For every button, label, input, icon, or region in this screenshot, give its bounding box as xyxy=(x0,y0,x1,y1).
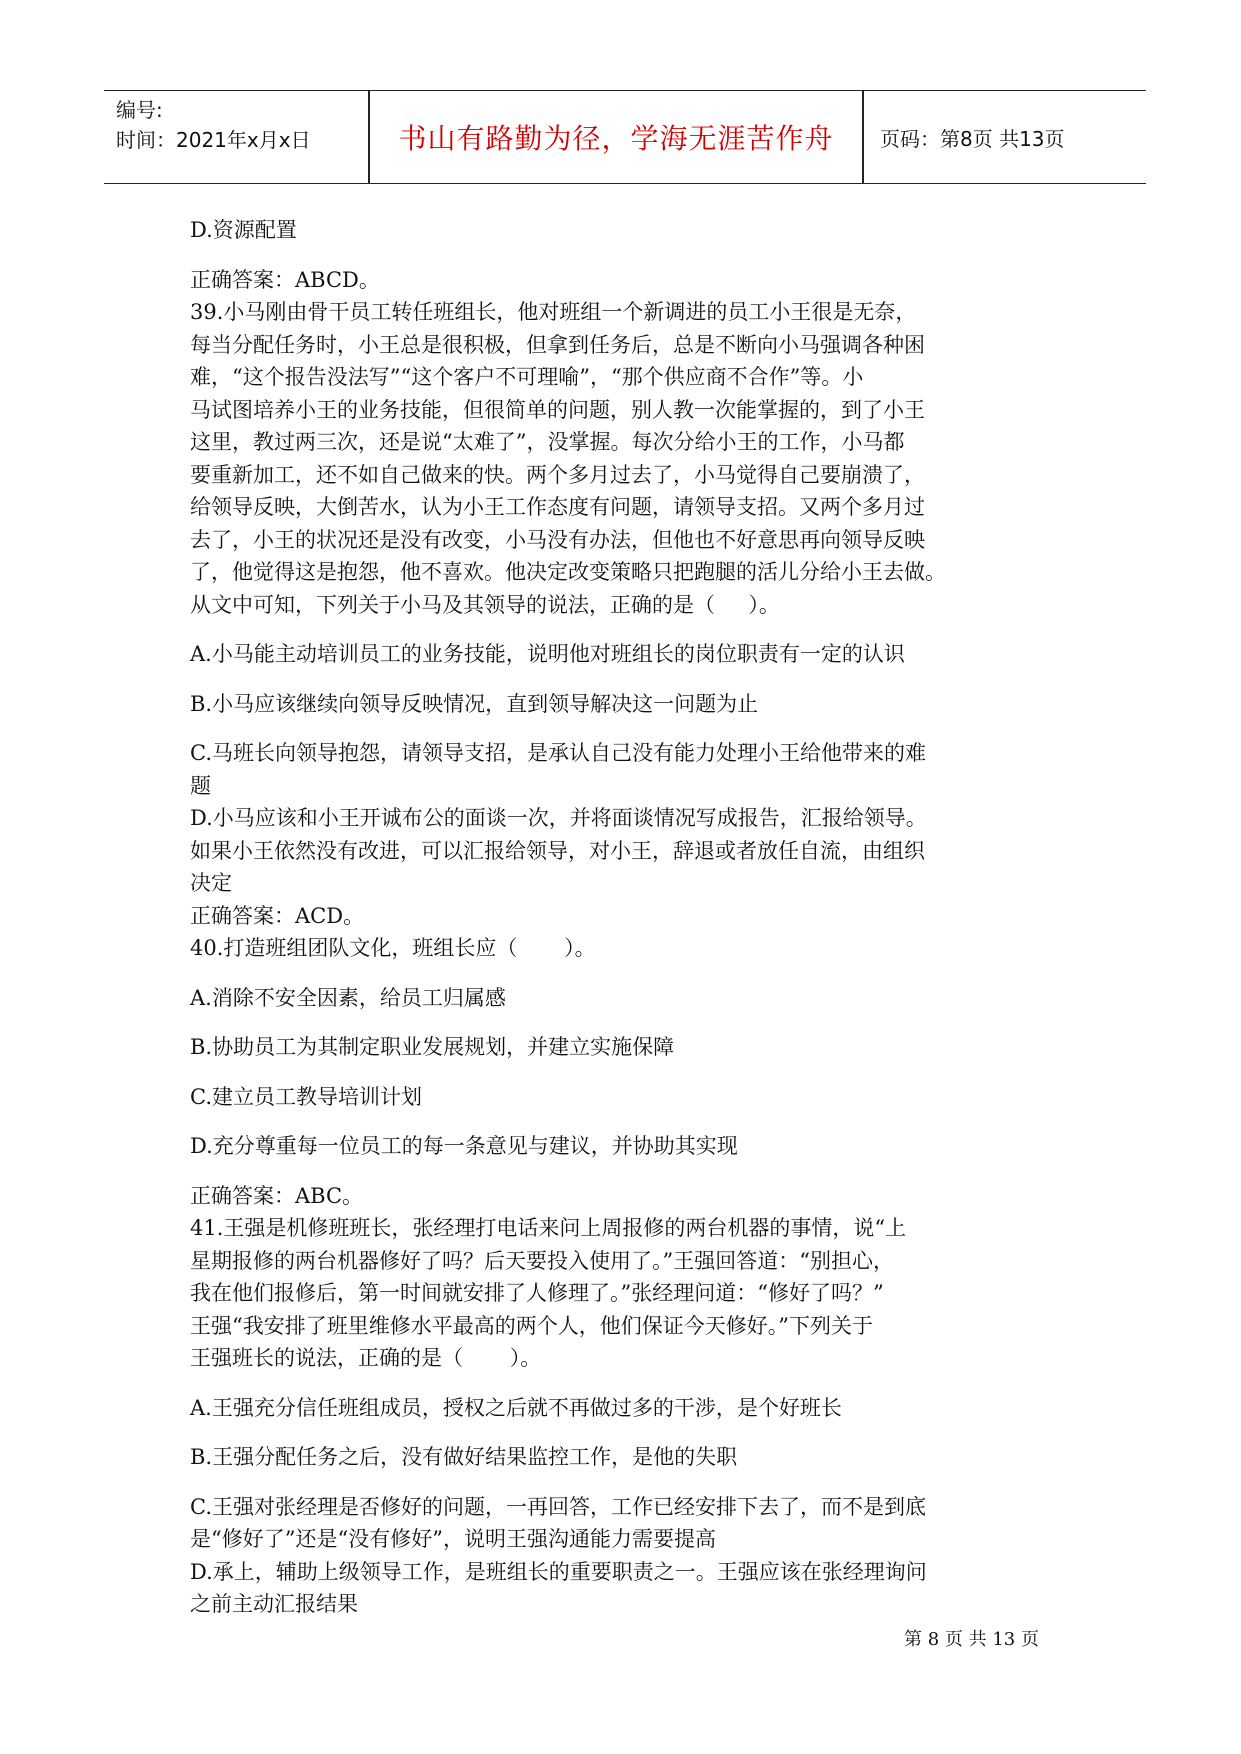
text-line: 难，“这个报告没法写”“这个客户不可理喻”，“那个供应商不合作”等。小 xyxy=(190,365,864,389)
text-line: 了，他觉得这是抱怨，他不喜欢。他决定改变策略只把跑腿的活儿分给小王去做。 xyxy=(190,560,946,584)
text-line: A.消除不安全因素，给员工归属感 xyxy=(190,985,506,1010)
text-line: D.小马应该和小王开诚布公的面谈一次，并将面谈情况写成报告，汇报给领导。 xyxy=(190,806,927,830)
text-line: 40.打造班组团队文化，班组长应（ ）。 xyxy=(190,936,596,960)
text-line: 从文中可知，下列关于小马及其领导的说法，正确的是（ ）。 xyxy=(190,592,780,617)
text-line: C.马班长向领导抱怨，请领导支招，是承认自己没有能力处理小王给他带来的难 xyxy=(190,741,926,765)
text-line: 每当分配任务时，小王总是很积极，但拿到任务后，总是不断向小马强调各种困 xyxy=(190,332,925,357)
header-motto: 书山有路勤为径，学海无涯苦作舟 xyxy=(398,122,834,155)
text-line: A.王强充分信任班组成员，授权之后就不再做过多的干涉，是个好班长 xyxy=(190,1395,842,1420)
text-line: B.王强分配任务之后，没有做好结果监控工作，是他的失职 xyxy=(190,1445,738,1469)
text-line: 正确答案：ACD。 xyxy=(190,903,365,928)
text-line: 之前主动汇报结果 xyxy=(190,1592,358,1616)
header-divider xyxy=(862,91,864,183)
text-line: B.协助员工为其制定职业发展规划，并建立实施保障 xyxy=(190,1035,675,1059)
page-header xyxy=(104,90,1146,184)
text-line: B.小马应该继续向领导反映情况，直到领导解决这一问题为止 xyxy=(190,691,759,716)
text-line: 是“修好了”还是“没有修好”，说明王强沟通能力需要提高 xyxy=(190,1527,716,1551)
text-line: A.小马能主动培训员工的业务技能，说明他对班组长的岗位职责有一定的认识 xyxy=(190,642,905,666)
text-line: D.资源配置 xyxy=(190,218,297,242)
text-line: 如果小王依然没有改进，可以汇报给领导，对小王，辞退或者放任自流，由组织 xyxy=(190,838,925,863)
text-line: 马试图培养小王的业务技能，但很简单的问题，别人教一次能掌握的，到了小王 xyxy=(190,397,925,422)
header-page-label: 页码：第8页 共13页 xyxy=(880,126,1065,151)
text-line: 这里，教过两三次，还是说“太难了”，没掌握。每次分给小王的工作，小马都 xyxy=(190,430,905,454)
text-line: 题 xyxy=(190,773,211,798)
text-line: D.承上，辅助上级领导工作，是班组长的重要职责之一。王强应该在张经理询问 xyxy=(190,1559,927,1584)
text-line: 王强“我安排了班里维修水平最高的两个人，他们保证今天修好。”下列关于 xyxy=(190,1313,873,1338)
text-line: 星期报修的两台机器修好了吗？后天要投入使用了。”王强回答道：“别担心， xyxy=(190,1248,894,1273)
text-line: 41.王强是机修班班长，张经理打电话来问上周报修的两台机器的事情，说“上 xyxy=(190,1216,907,1240)
doc-time-label: 时间：2021年x月x日 xyxy=(116,128,311,152)
header-meta xyxy=(116,91,366,187)
text-line: C.王强对张经理是否修好的问题，一再回答，工作已经安排下去了，而不是到底 xyxy=(190,1494,926,1519)
text-line: 要重新加工，还不如自己做来的快。两个多月过去了，小马觉得自己要崩溃了， xyxy=(190,462,925,487)
text-line: 正确答案：ABCD。 xyxy=(190,267,380,292)
text-line: 决定 xyxy=(190,871,232,895)
text-line: 正确答案：ABC。 xyxy=(190,1183,364,1208)
text-line: 39.小马刚由骨干员工转任班组长，他对班组一个新调进的员工小王很是无奈， xyxy=(190,300,917,324)
document-body xyxy=(190,214,1070,1621)
text-line: 去了，小王的状况还是没有改变，小马没有办法，但他也不好意思再向领导反映 xyxy=(190,527,925,552)
page-footer: 第 8 页 共 13 页 xyxy=(904,1629,1039,1650)
text-line: 我在他们报修后，第一时间就安排了人修理了。”张经理问道：“修好了吗？” xyxy=(190,1281,884,1305)
text-line: 王强班长的说法，正确的是（ ）。 xyxy=(190,1346,542,1370)
text-line: D.充分尊重每一位员工的每一条意见与建议，并协助其实现 xyxy=(190,1134,738,1158)
text-line: 给领导反映，大倒苦水，认为小王工作态度有问题，请领导支招。又两个多月过 xyxy=(190,495,925,519)
text-line: C.建立员工教导培训计划 xyxy=(190,1084,422,1109)
doc-number-label: 编号: xyxy=(116,98,163,122)
